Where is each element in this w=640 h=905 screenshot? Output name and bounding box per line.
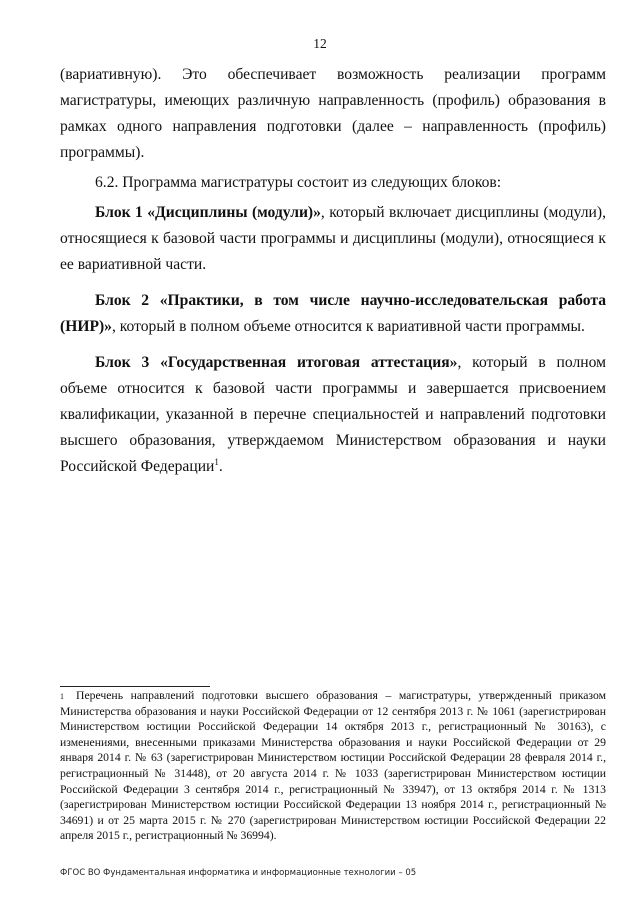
block-2-text: , который в полном объеме относится к вариативной части программы. [111,318,585,335]
footnote-mark: 1 [60,692,64,701]
block-1-title: Блок 1 «Дисциплины (модули)» [95,204,321,221]
paragraph-program-structure: 6.2. Программа магистратуры состоит из следующих блоков: [95,174,502,191]
document-body [60,62,606,480]
footnote [60,688,606,844]
page-number: 12 [313,36,327,51]
footnote-text: Перечень направлений подготовки высшего образования – магистратуры, утвержденный приказом Министерства образования и науки Российской Федерации от 12 сентября 2013 г. № 1061 (зарегистрирован Министерством юстиции Российской Федерации 14 октября 2013 г., регистрационный № 30163), с изменениями, внесенными приказами Министерства образования и науки Российской Федерации от 29 января 2014 г. № 63 (зарегистрирован Министерством юстиции Российской Федерации 28 февраля 2014 г., регистрационный № 31448), от 20 августа 2014 г. № 1033 (зарегистрирован Министерством юстиции Российской Федерации 3 сентября 2014 г., регистрационный № 33947), от 13 октября 2014 г. № 1313 (зарегистрирован Министерством юстиции Российской Федерации 13 ноября 2014 г., регистрационный № 34691) и от 25 марта 2015 г. № 270 (зарегистрирован Министерством юстиции Российской Федерации 22 апреля 2015 г., регистрационный № 36994). [60,689,606,843]
block-1-text: , который включает дисциплины (модули), относящиеся к базовой части программы и дисциплины (модули), относящиеся к ее вариативной части. [60,204,606,273]
paragraph-block-3 [60,350,606,480]
paragraph-continuation: (вариативную). Это обеспечивает возможность реализации программ магистратуры, имеющих различную направленность (профиль) образования в рамках одного направления подготовки (далее – направленность (профиль) программы). [60,66,606,161]
document-footer: ФГОС ВО Фундаментальная информатика и информационные технологии – 05 [60,868,417,878]
footnote-separator [60,686,210,687]
paragraph-block-2 [60,288,606,340]
footnote-reference[interactable]: 1 [214,456,219,467]
block-3-title: Блок 3 «Государственная итоговая аттестация» [95,354,458,371]
paragraph-block-1 [60,200,606,278]
block-3-end: . [218,458,223,475]
block-2-title: Блок 2 «Практики, в том числе научно-исследовательская работа (НИР)» [60,292,606,335]
block-3-text: , который в полном объеме относится к базовой части программы и завершается присвоением квалификации, указанной в перечне специальностей и направлений подготовки высшего образования, утверждаемом Министерством образования и науки Российской Федерации [60,354,606,475]
